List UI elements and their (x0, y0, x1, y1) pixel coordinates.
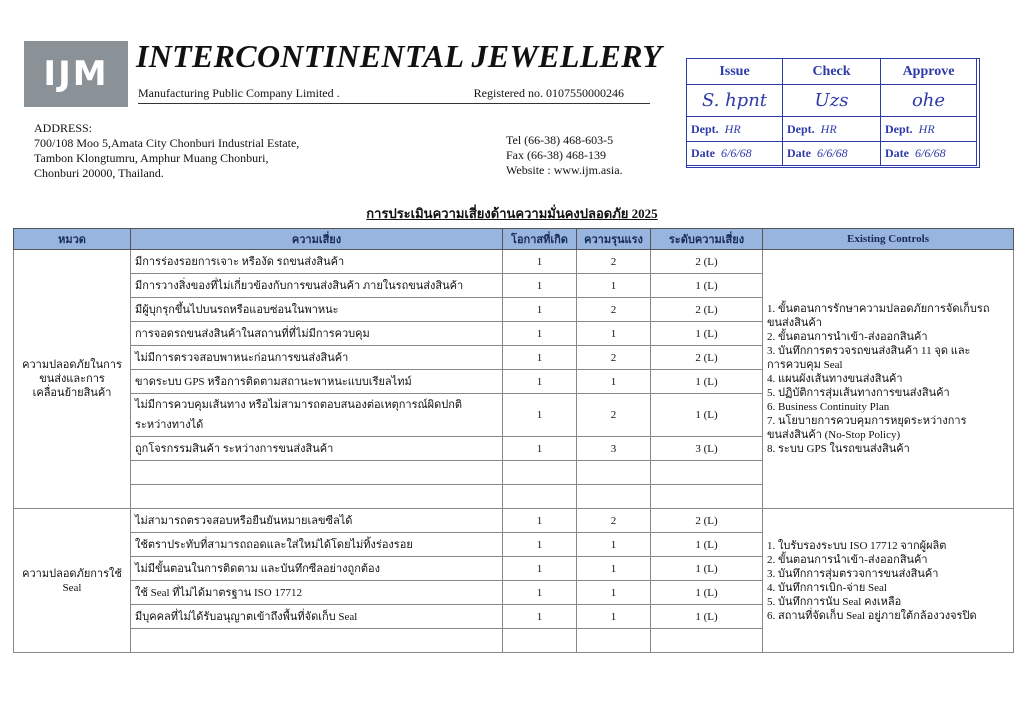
address-block (34, 121, 299, 181)
risk-level-cell (651, 629, 763, 653)
approval-stamp (686, 58, 980, 168)
control-item: ขนส่งสินค้า (No-Stop Policy) (767, 429, 901, 441)
control-item: 5. ปฏิบัติการสุ่มเส้นทางการขนส่งสินค้า (767, 387, 950, 399)
likelihood-cell: 1 (503, 274, 577, 298)
issue-dept (687, 117, 783, 142)
risk-level-cell: 2 (L) (651, 346, 763, 370)
risk-level-cell: 1 (L) (651, 533, 763, 557)
risk-cell (131, 346, 503, 370)
company-subtitle: Manufacturing Public Company Limited . (138, 86, 340, 100)
severity-cell (577, 485, 651, 509)
control-item: 1. ใบรับรองระบบ ISO 17712 จากผู้ผลิต (767, 539, 947, 552)
risk-cell (131, 605, 503, 629)
issue-date (687, 142, 783, 166)
category-cell (14, 250, 131, 509)
website-line: Website : www.ijm.asia. (506, 163, 623, 177)
risk-level-cell: 1 (L) (651, 274, 763, 298)
risk-level-cell: 2 (L) (651, 509, 763, 533)
risk-cell (131, 250, 503, 274)
risk-cell (131, 394, 503, 437)
risk-line: ใช้ Seal ที่ไม่ได้มาตรฐาน ISO 17712 (135, 586, 302, 599)
risk-level-cell: 1 (L) (651, 581, 763, 605)
severity-cell: 2 (577, 346, 651, 370)
likelihood-cell: 1 (503, 509, 577, 533)
col-risk: ความเสี่ยง (131, 229, 503, 250)
risk-level-cell: 1 (L) (651, 605, 763, 629)
approve-date (881, 142, 977, 166)
table-body (14, 250, 1014, 653)
risk-line: ขาดระบบ GPS หรือการติดตามสถานะพาหนะแบบเรียลไทม์ (135, 375, 412, 388)
logo-text: IJM (43, 54, 109, 94)
dept-value: HR (724, 121, 741, 136)
date-label: Date (885, 146, 909, 160)
risk-line: ใช้ตราประทับที่สามารถถอดและใส่ใหม่ได้โดยไม่ทิ้งร่องรอย (135, 538, 413, 551)
dept-label: Dept. (885, 121, 913, 136)
likelihood-cell (503, 629, 577, 653)
check-dept (783, 117, 881, 142)
approve-dept (881, 117, 977, 142)
likelihood-cell: 1 (503, 581, 577, 605)
address-line: ADDRESS: (34, 121, 93, 135)
col-likelihood: โอกาสที่เกิด (503, 229, 577, 250)
likelihood-cell: 1 (503, 557, 577, 581)
likelihood-cell: 1 (503, 394, 577, 437)
dept-value: HR (918, 121, 935, 136)
control-item: การควบคุม Seal (767, 359, 843, 371)
check-header: Check (783, 59, 881, 85)
risk-cell (131, 322, 503, 346)
control-item: 3. บันทึกการสุ่มตรวจการขนส่งสินค้า (767, 567, 939, 580)
company-subtitle-line (138, 86, 650, 104)
tel-line: Tel (66-38) 468-603-5 (506, 133, 614, 147)
risk-cell (131, 581, 503, 605)
risk-cell (131, 629, 503, 653)
likelihood-cell: 1 (503, 605, 577, 629)
likelihood-cell (503, 485, 577, 509)
control-item: 6. Business Continuity Plan (767, 401, 890, 413)
date-value: 6/6/68 (721, 146, 752, 160)
control-item: 8. ระบบ GPS ในรถขนส่งสินค้า (767, 443, 910, 455)
risk-line: ระหว่างทางได้ (135, 419, 204, 431)
document-title: การประเมินความเสี่ยงด้านความมั่นคงปลอดภัย 2025 (366, 206, 658, 221)
controls-cell (763, 509, 1014, 653)
risk-level-cell: 3 (L) (651, 437, 763, 461)
date-value: 6/6/68 (817, 146, 848, 160)
control-item: 3. บันทึกการตรวจรถขนส่งสินค้า 11 จุด และ (767, 345, 971, 357)
risk-assessment-table (13, 228, 1014, 653)
severity-cell (577, 461, 651, 485)
approve-header: Approve (881, 59, 977, 85)
col-risk-level: ระดับความเสี่ยง (651, 229, 763, 250)
risk-level-cell (651, 485, 763, 509)
severity-cell: 2 (577, 250, 651, 274)
likelihood-cell: 1 (503, 370, 577, 394)
likelihood-cell: 1 (503, 250, 577, 274)
risk-level-cell: 2 (L) (651, 298, 763, 322)
risk-level-cell: 1 (L) (651, 557, 763, 581)
risk-line: ไม่มีการตรวจสอบพาหนะก่อนการขนส่งสินค้า (135, 351, 349, 364)
address-line: Tambon Klongtumru, Amphur Muang Chonburi, (34, 151, 269, 165)
risk-line: มีบุคคลที่ไม่ได้รับอนุญาตเข้าถึงพื้นที่จัดเก็บ Seal (135, 610, 358, 623)
address-line: 700/108 Moo 5,Amata City Chonburi Industrial Estate, (34, 136, 300, 150)
col-category: หมวด (14, 229, 131, 250)
risk-line: มีการวางสิ่งของที่ไม่เกี่ยวข้องกับการขนส่งสินค้า ภายในรถขนส่งสินค้า (135, 279, 464, 292)
severity-cell: 1 (577, 322, 651, 346)
dept-value: HR (820, 121, 837, 136)
category-line: ความปลอดภัยการใช้ (22, 567, 122, 580)
date-label: Date (787, 146, 811, 160)
risk-cell (131, 370, 503, 394)
company-name: INTERCONTINENTAL JEWELLERY (136, 38, 663, 74)
risk-level-cell (651, 461, 763, 485)
category-line: Seal (62, 581, 82, 594)
likelihood-cell (503, 461, 577, 485)
severity-cell (577, 629, 651, 653)
category-line: ความปลอดภัยในการ (22, 359, 122, 371)
severity-cell: 1 (577, 581, 651, 605)
risk-line: การจอดรถขนส่งสินค้าในสถานที่ที่ไม่มีการควบคุม (135, 327, 370, 340)
date-value: 6/6/68 (915, 146, 946, 160)
table-row (14, 509, 1014, 533)
controls-cell (763, 250, 1014, 509)
severity-cell: 2 (577, 298, 651, 322)
check-date (783, 142, 881, 166)
control-item: 6. สถานที่จัดเก็บ Seal อยู่ภายใต้กล้องวงจรปิด (767, 609, 977, 622)
risk-line: มีการร่องรอยการเจาะ หรืองัด รถขนส่งสินค้า (135, 255, 345, 268)
risk-level-cell: 1 (L) (651, 322, 763, 346)
severity-cell: 2 (577, 509, 651, 533)
risk-line: ไม่สามารถตรวจสอบหรือยืนยันหมายเลขซีลได้ (135, 514, 353, 527)
risk-cell (131, 274, 503, 298)
check-signature: Uzs (783, 85, 881, 117)
control-item: ขนส่งสินค้า (767, 317, 822, 329)
risk-cell (131, 437, 503, 461)
likelihood-cell: 1 (503, 298, 577, 322)
likelihood-cell: 1 (503, 346, 577, 370)
address-line: Chonburi 20000, Thailand. (34, 166, 164, 180)
control-item: 5. บันทึกการนับ Seal คงเหลือ (767, 595, 902, 608)
category-line: ขนส่งและการ (39, 373, 105, 385)
issue-header: Issue (687, 59, 783, 85)
control-item: 2. ขั้นตอนการนำเข้า-ส่งออกสินค้า (767, 331, 928, 343)
risk-cell (131, 557, 503, 581)
risk-cell (131, 461, 503, 485)
control-item: 4. แผนผังเส้นทางขนส่งสินค้า (767, 373, 903, 385)
severity-cell: 1 (577, 370, 651, 394)
control-item: 4. บันทึกการเบิก-จ่าย Seal (767, 581, 887, 594)
likelihood-cell: 1 (503, 322, 577, 346)
risk-cell (131, 509, 503, 533)
risk-cell (131, 533, 503, 557)
severity-cell: 2 (577, 394, 651, 437)
risk-line: มีผู้บุกรุกขึ้นไปบนรถหรือแอบซ่อนในพาหนะ (135, 303, 339, 316)
likelihood-cell: 1 (503, 533, 577, 557)
risk-level-cell: 1 (L) (651, 370, 763, 394)
control-item: 2. ขั้นตอนการนำเข้า-ส่งออกสินค้า (767, 553, 928, 566)
severity-cell: 1 (577, 605, 651, 629)
fax-line: Fax (66-38) 468-139 (506, 148, 606, 162)
risk-line: ไม่มีการควบคุมเส้นทาง หรือไม่สามารถตอบสนองต่อเหตุการณ์ผิดปกติ (135, 399, 463, 411)
risk-cell (131, 485, 503, 509)
control-item: 7. นโยบายการควบคุมการหยุดระหว่างการ (767, 415, 967, 427)
contact-block (506, 133, 623, 178)
col-existing-controls: Existing Controls (763, 229, 1014, 250)
category-line: เคลื่อนย้ายสินค้า (32, 387, 112, 399)
severity-cell: 1 (577, 274, 651, 298)
risk-level-cell: 1 (L) (651, 394, 763, 437)
risk-line: ถูกโจรกรรมสินค้า ระหว่างการขนส่งสินค้า (135, 442, 334, 455)
dept-label: Dept. (691, 121, 719, 136)
col-severity: ความรุนแรง (577, 229, 651, 250)
severity-cell: 3 (577, 437, 651, 461)
risk-cell (131, 298, 503, 322)
likelihood-cell: 1 (503, 437, 577, 461)
risk-level-cell: 2 (L) (651, 250, 763, 274)
table-header-row (14, 229, 1014, 250)
registration-number: Registered no. 0107550000246 (473, 86, 624, 100)
approve-signature: ohe (881, 85, 977, 117)
date-label: Date (691, 146, 715, 160)
table-row (14, 250, 1014, 274)
category-cell (14, 509, 131, 653)
risk-line: ไม่มีขั้นตอนในการติดตาม และบันทึกซีลอย่างถูกต้อง (135, 562, 380, 575)
issue-signature: S. hpnt (687, 85, 783, 117)
control-item: 1. ขั้นตอนการรักษาความปลอดภัยการจัดเก็บรถ (767, 303, 990, 315)
company-logo (24, 41, 128, 107)
dept-label: Dept. (787, 121, 815, 136)
severity-cell: 1 (577, 533, 651, 557)
severity-cell: 1 (577, 557, 651, 581)
